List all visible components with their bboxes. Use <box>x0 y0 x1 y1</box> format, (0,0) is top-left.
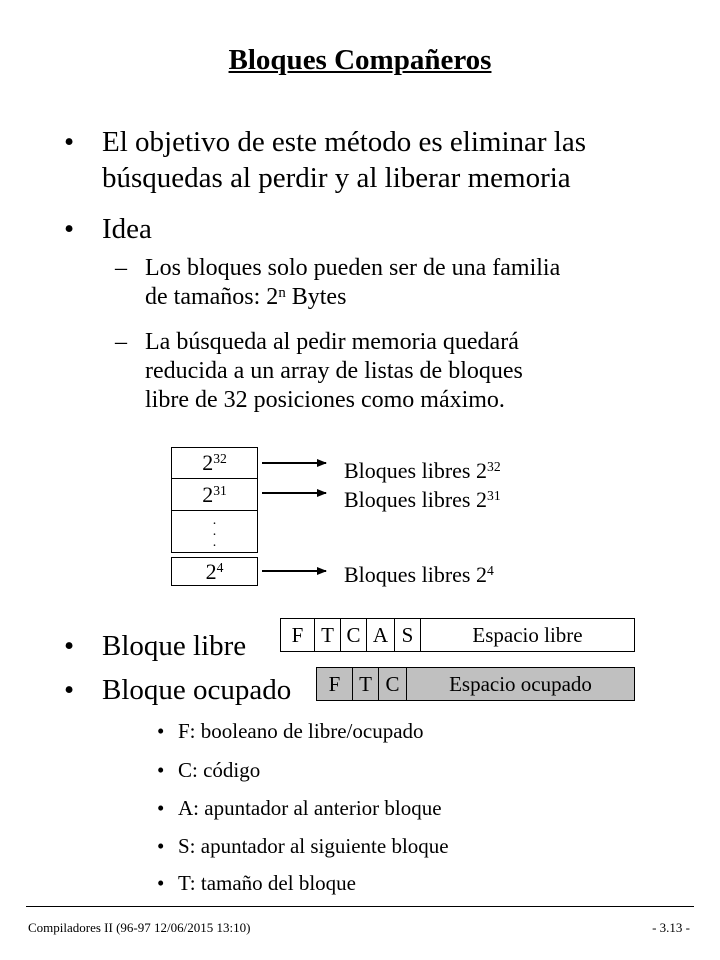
bullet-bloque-libre-text: Bloque libre <box>102 630 247 662</box>
free-field-s: S <box>395 619 421 651</box>
bullet-bloque-ocupado-text: Bloque ocupado <box>102 674 292 706</box>
vertical-ellipsis: . . . <box>212 513 217 550</box>
used-field-c: C <box>379 668 407 700</box>
bullet-marker: • <box>64 213 75 245</box>
free-field-c: C <box>341 619 367 651</box>
subbullet-busqueda-line1: La búsqueda al pedir memoria quedará <box>145 329 519 355</box>
footer-page-number: - 3.13 - <box>652 920 690 935</box>
bullet-marker: • <box>64 630 75 662</box>
subbullet-busqueda-line2: reducida a un array de listas de bloques <box>145 358 523 384</box>
array-cell-2-4: $2^4$ <box>171 557 258 586</box>
used-field-f: F <box>317 668 353 700</box>
subbullet-familia-line1: Los bloques solo pueden ser de una familia <box>145 255 561 281</box>
legend-item-t: T: tamaño del bloque <box>178 871 356 895</box>
bullet-marker: • <box>64 126 75 158</box>
footer-course: Compiladores II (96-97 12/06/2015 13:10) <box>28 920 251 935</box>
label-bloques-libres-4: Bloques libres $2^4$ <box>344 562 494 587</box>
bullet-objetivo-line2: búsquedas al perdir y al liberar memoria <box>102 162 571 194</box>
used-field-t: T <box>353 668 379 700</box>
free-field-f: F <box>281 619 315 651</box>
dash-marker: – <box>115 255 127 281</box>
dash-marker: – <box>115 329 127 355</box>
used-block-layout <box>316 667 635 701</box>
legend-item-c: C: código <box>178 758 261 782</box>
used-space: Espacio ocupado <box>449 672 592 696</box>
subbullet-busqueda-line3: libre de 32 posiciones como máximo. <box>145 387 505 413</box>
legend-item: • S: apuntador al siguiente bloque <box>157 834 449 858</box>
label-bloques-libres-31: Bloques libres $2^{31}$ <box>344 487 501 512</box>
array-cell-2-31: $2^{31}$ <box>171 478 258 511</box>
free-field-t: T <box>315 619 341 651</box>
bullet-marker: • <box>64 674 75 706</box>
legend-item-f: F: booleano de libre/ocupado <box>178 719 424 743</box>
free-block-layout <box>280 618 635 652</box>
free-field-a: A <box>367 619 395 651</box>
legend-item: • T: tamaño del bloque <box>157 871 356 895</box>
page-title: Bloques Compañeros <box>228 44 492 76</box>
label-bloques-libres-32: Bloques libres $2^{32}$ <box>344 458 501 483</box>
free-space: Espacio libre <box>472 623 583 647</box>
footer-divider <box>26 906 694 907</box>
legend-item: • F: booleano de libre/ocupado <box>157 719 424 743</box>
legend-item: • A: apuntador al anterior bloque <box>157 796 442 820</box>
legend-item-s: S: apuntador al siguiente bloque <box>178 834 449 858</box>
legend-item-a: A: apuntador al anterior bloque <box>178 796 442 820</box>
bullet-objetivo-line1: El objetivo de este método es eliminar las <box>102 126 587 158</box>
array-cell-2-32: $2^{32}$ <box>171 447 258 479</box>
legend-item: • C: código <box>157 758 261 782</box>
subbullet-familia-line2: de tamaños: 2$^n$ Bytes <box>145 284 347 310</box>
bullet-idea-text: Idea <box>102 213 152 245</box>
